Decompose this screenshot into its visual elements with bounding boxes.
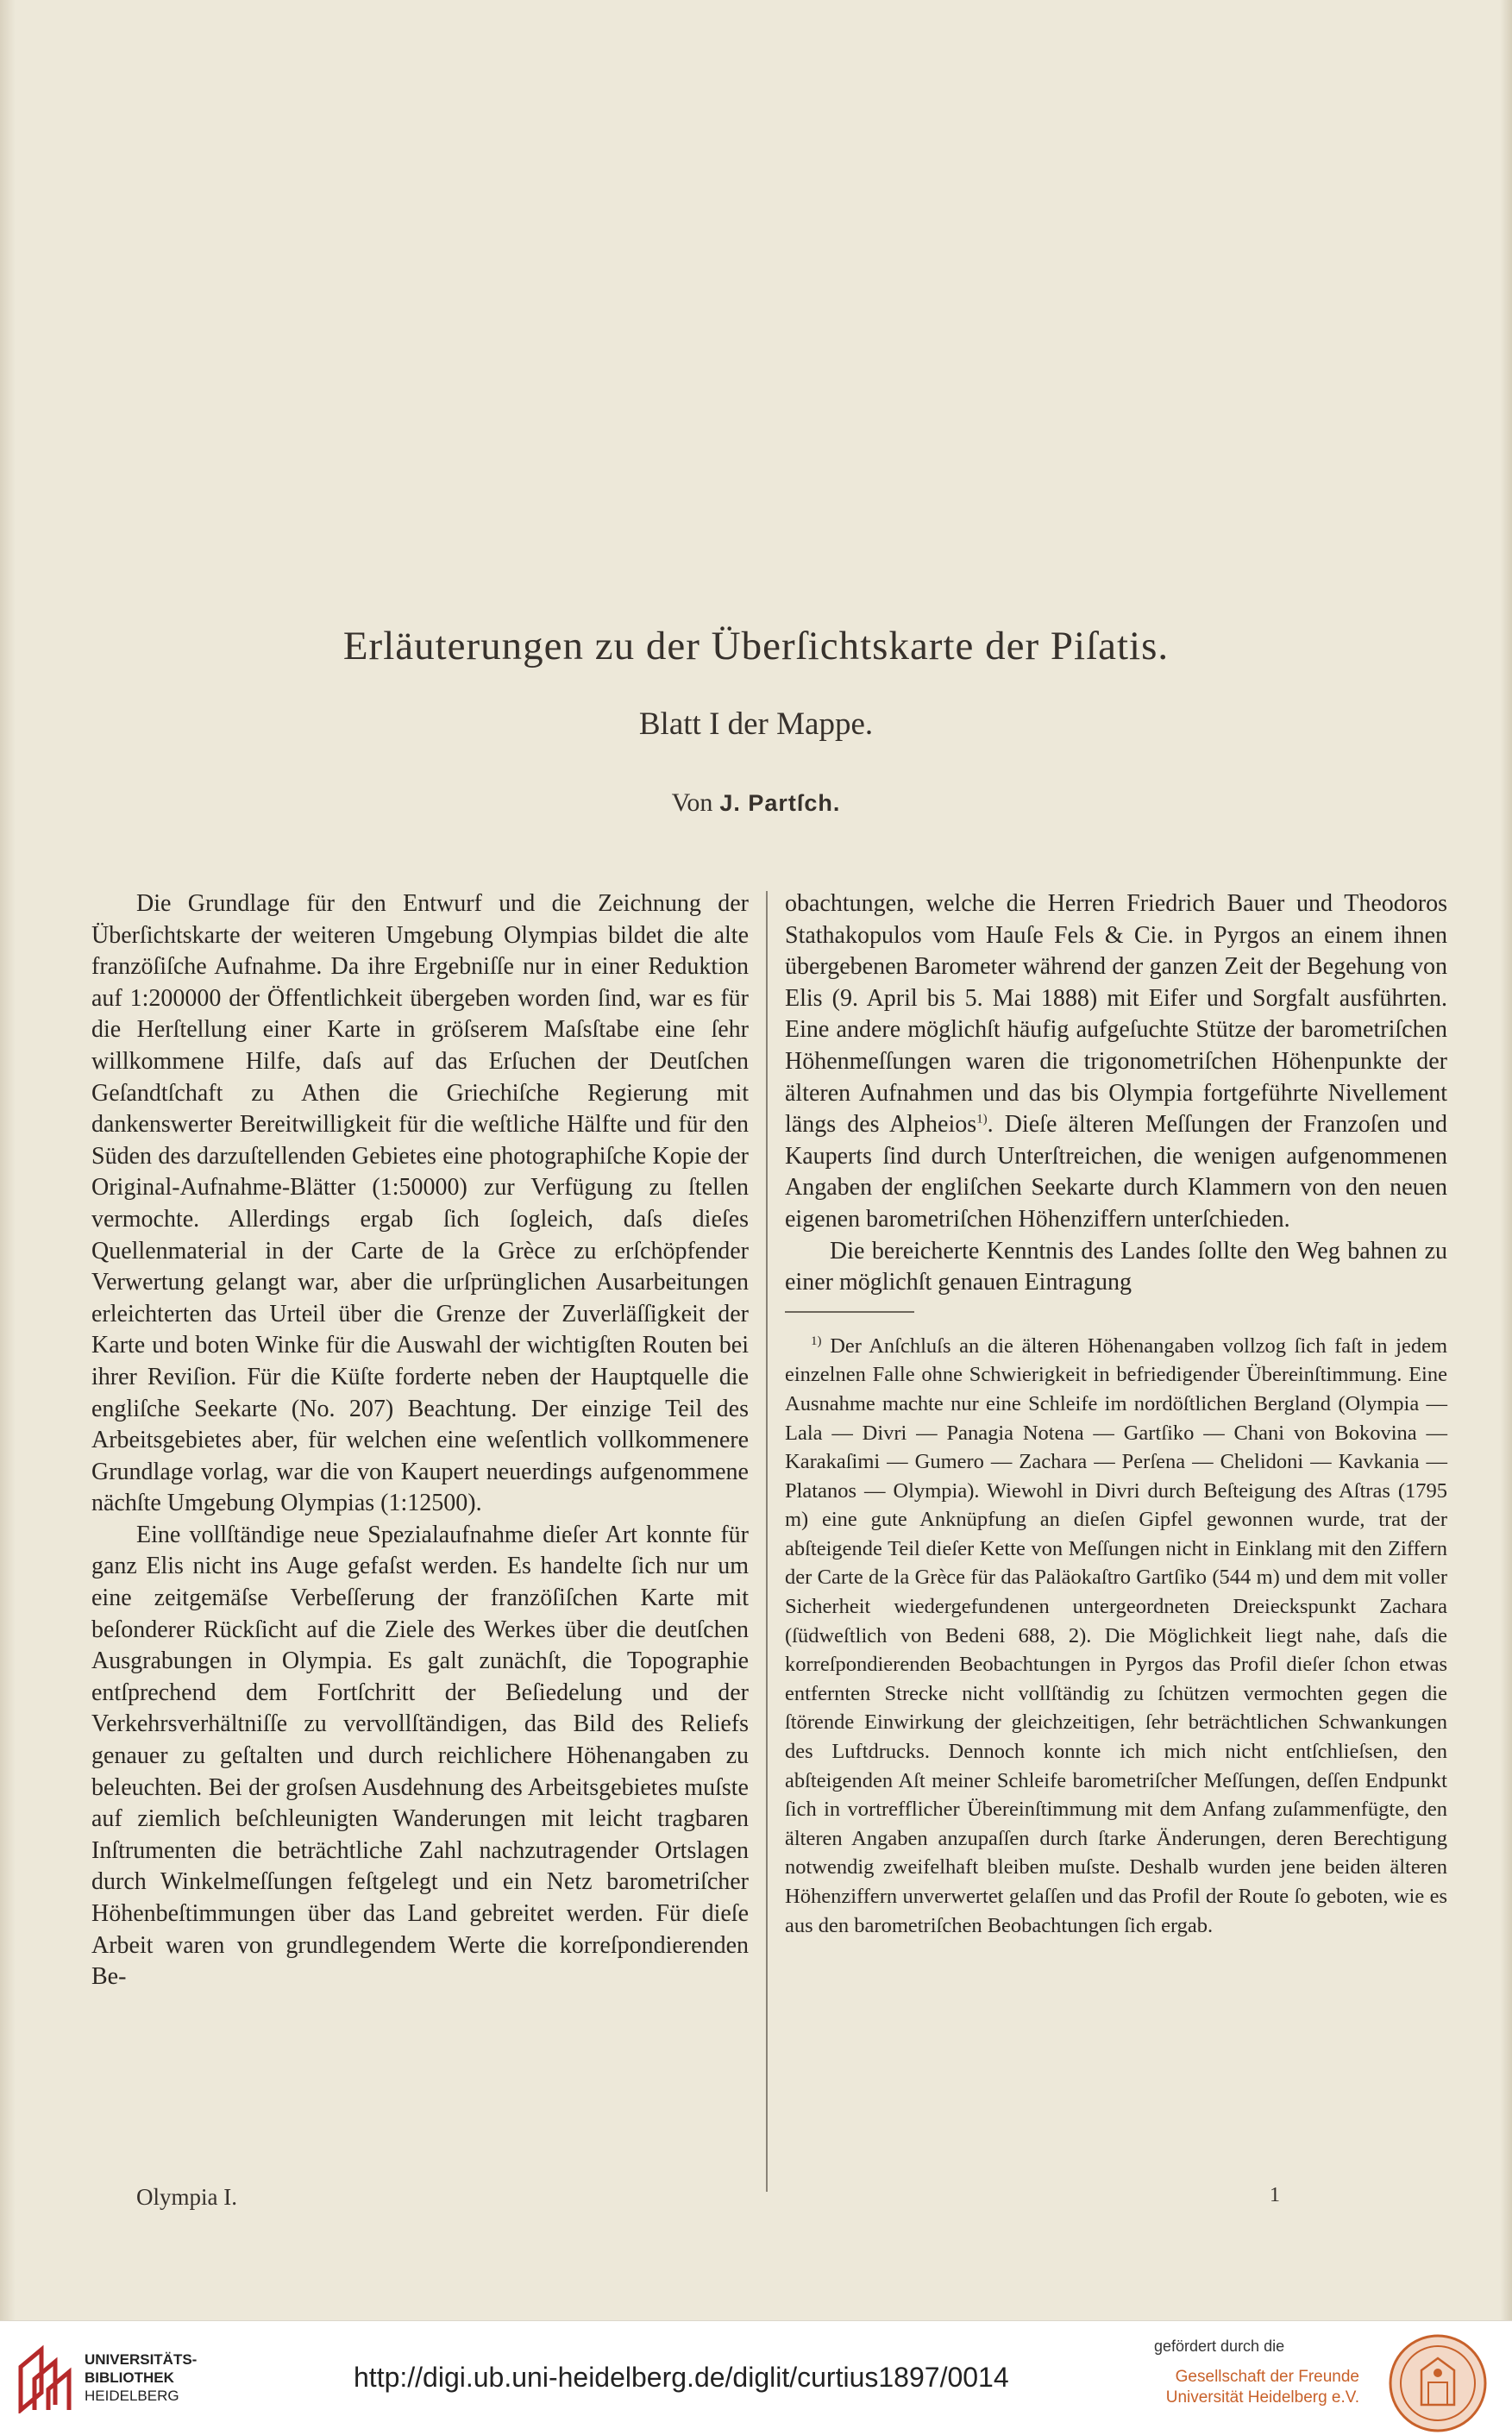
column-divider	[766, 891, 768, 2192]
page-edge-left	[0, 0, 16, 2320]
library-name-line-1: UNIVERSITÄTS-	[85, 2351, 198, 2368]
footnote-text: Der Anſchluſs an die älteren Höhenangaben vollzog ſich faſt in jedem einzelnen Falle ohne Schwierigkeit in befriedigender Übereinſtimmung. Eine Ausnahme machte nur eine Schleife im nordöſtlichen Bergland (Olympia — Lala — Divri — Panagia Notena — Gartſiko — Chani von Bokovina — Karakaſimi — Gumero — Zachara — Perſena — Chelidoni — Kavkania — Platanos — Olympia). Wiewohl in Divri durch Beſteigung des Aſtras (1795 m) eine gute Anknüpfung an dieſen Gipfel gewonnen wurde, trat der abſteigende Teil dieſer Kette von Meſſungen nicht in Einklang mit den Ziffern der Carte de la Grèce für das Paläokaſtro Gartſiko (544 m) und dem mit voller Sicherheit wiedergefundenen untergeordneten Dreieckspunkt Zachara (ſüdweſtlich von Bedeni 688, 2). Die Möglichkeit liegt nahe, daſs die korreſpondierenden Beobachtungen in Pyrgos das Profil dieſer ſchon etwas entfernten Strecke nicht vollſtändig zu ſchützen vermochten gegen die ſtörende Einwirkung der gleichzeitigen, ſehr beträchtlichen Schwankungen des Luftdrucks. Dennoch konnte ich mich nicht entſchlieſsen, den abſteigenden Aſt meiner Schleife barometriſcher Meſſungen, deſſen Endpunkt ſich in vortrefflicher Übereinſtimmung mit dem Anfang zuſammenfügte, den älteren Angaben anzupaſſen durch ſtarke Änderungen, deren Berechtigung notwendig zweifelhaft bleiben muſste. Deshalb wurden jene beiden älteren Höhenziffern unverwertet gelaſſen und das Profil der Route ſo geboten, wie es aus den barometriſchen Beobachtungen ſich ergab.	[785, 1334, 1448, 1937]
article-title: Erläuterungen zu der Überſichtskarte der Piſatis.	[342, 624, 1170, 668]
left-paragraph-2: Eine vollſtändige neue Spezialaufnahme dieſer Art konnte für ganz Elis nicht ins Auge gefaſst werden. Es handelte ſich nur um eine zeitgemäſse Verbeſſerung der franzöſiſchen Karte mit beſonderer Rückſicht auf die Ziele des Werkes über die deutſchen Ausgrabungen in Olympia. Es galt zunächſt, die Topographie entſprechend dem Fortſchritt der Beſiedelung und der Verkehrsverhältniſſe zu vervollſtändigen, das Bild des Reliefs genauer zu geſtalten und durch reichlichere Höhenangaben zu beleuchten. Bei der groſsen Ausdehnung des Arbeitsgebietes muſste auf ziemlich beſchleunigten Wanderungen mit leicht tragbaren Inſtrumenten die beträchtliche Zahl nachzutragender Ortslagen durch Winkelmeſſungen feſtgelegt und ein Netz barometriſcher Höhenbeſtimmungen über das Land gebreitet werden. Für dieſe Arbeit waren von grundlegendem Werte die korreſpondierenden Be-	[91, 1521, 749, 1991]
right-paragraph-1	[785, 888, 1447, 1236]
author-line	[0, 788, 1512, 818]
university-seal-icon	[1387, 2332, 1489, 2434]
sponsor-label: gefördert durch die	[1154, 2338, 1285, 2355]
footnote	[785, 1332, 1447, 1940]
right-paragraph-2: Die bereicherte Kenntnis des Landes ſollte den Weg bahnen zu einer möglichſt genauen Eintragung	[785, 1237, 1447, 1296]
left-paragraph-1: Die Grundlage für den Entwurf und die Zeichnung der Überſichtskarte der weiteren Umgebung Olympias bildet die alte franzöſiſche Aufnahme. Da ihre Ergebniſſe nur in einer Reduktion auf 1:200000 der Öffentlichkeit übergeben worden ſind, war es für die Herſtellung einer Karte in gröſserem Maſsſtabe eine ſehr willkommene Hilfe, daſs auf das Erſuchen der Deutſchen Geſandtſchaft zu Athen die Griechiſche Regierung mit dankenswerter Bereitwilligkeit für die weſtliche Hälfte und für den Süden des darzuſtellenden Gebietes eine photographiſche Kopie der Original-Aufnahme-Blätter (1:50000) zur Verfügung zu ſtellen vermochte. Allerdings ergab ſich ſogleich, daſs dieſes Quellenmaterial in der Carte de la Grèce zu erſchöpfender Verwertung gelangt war, aber die urſprünglichen Ausarbeitungen erleichterten das Urteil über die Grenze der Zuverläſſigkeit der Karte und boten Winke für die Auswahl der wichtigſten Routen bei ihrer Reviſion. Für die Küſte forderte neben der Hauptquelle die engliſche Seekarte (No. 207) Beachtung. Der einzige Teil des Arbeitsgebietes aber, für welchen eine weſentlich vollkommenere Grundlage vorlag, war die von Kaupert neuerdings aufgenommene nächſte Umgebung Olympias (1:12500).	[91, 890, 749, 1517]
page-number: 1	[1270, 2184, 1280, 2206]
footnote-rule	[785, 1311, 914, 1313]
page-edge-right	[1500, 0, 1512, 2320]
library-name-line-2: BIBLIOTHEK	[85, 2369, 174, 2386]
author-name: J. Partſch.	[719, 790, 841, 816]
sponsor-name[interactable]	[1137, 2367, 1359, 2408]
signature-mark: Olympia I.	[136, 2184, 237, 2210]
author-prefix: Von	[671, 788, 713, 817]
right-column	[785, 888, 1447, 1940]
right-paragraph-1-text: obachtungen, welche die Herren Friedrich Bauer und Theodoros Stathakopulos vom Hauſe Fels & Cie. in Pyrgos an einem ihnen übergebenen Barometer während der ganzen Zeit der Begehung von Elis (9. April bis 5. Mai 1888) mit Eifer und Sorgfalt ausführten. Eine andere möglichſt häufig aufgeſuchte Stütze der barometriſchen Höhenmeſſungen waren die trigonometriſchen Höhenpunkte der älteren Aufnahmen und das bis Olympia fortgeführte Nivellement längs des Alpheios	[785, 890, 1447, 1139]
left-column	[91, 888, 749, 1993]
permalink-url[interactable]: http://digi.ub.uni-heidelberg.de/diglit/curtius1897/0014	[354, 2362, 1009, 2393]
library-name	[85, 2350, 197, 2405]
footnote-reference[interactable]: 1)	[976, 1112, 988, 1127]
article-subtitle: Blatt I der Mappe.	[638, 706, 874, 742]
footnote-marker: 1)	[811, 1334, 822, 1348]
sponsor-name-line-2: Universität Heidelberg e.V.	[1165, 2388, 1359, 2407]
sponsor-name-line-1: Gesellschaft der Freunde	[1175, 2368, 1359, 2386]
library-name-line-3: HEIDELBERG	[85, 2388, 179, 2404]
right-paragraph-1-tail: . Dieſe älteren Meſſungen der Franzoſen und Kauperts ſind durch Unterſtreichen, die wenigen aufgenommenen Angaben der engliſchen Seekarte durch Klammern von den neuen eigenen barometriſchen Höhenziffern unterſchieden.	[785, 1111, 1447, 1233]
university-library-logo-icon[interactable]	[16, 2344, 76, 2413]
